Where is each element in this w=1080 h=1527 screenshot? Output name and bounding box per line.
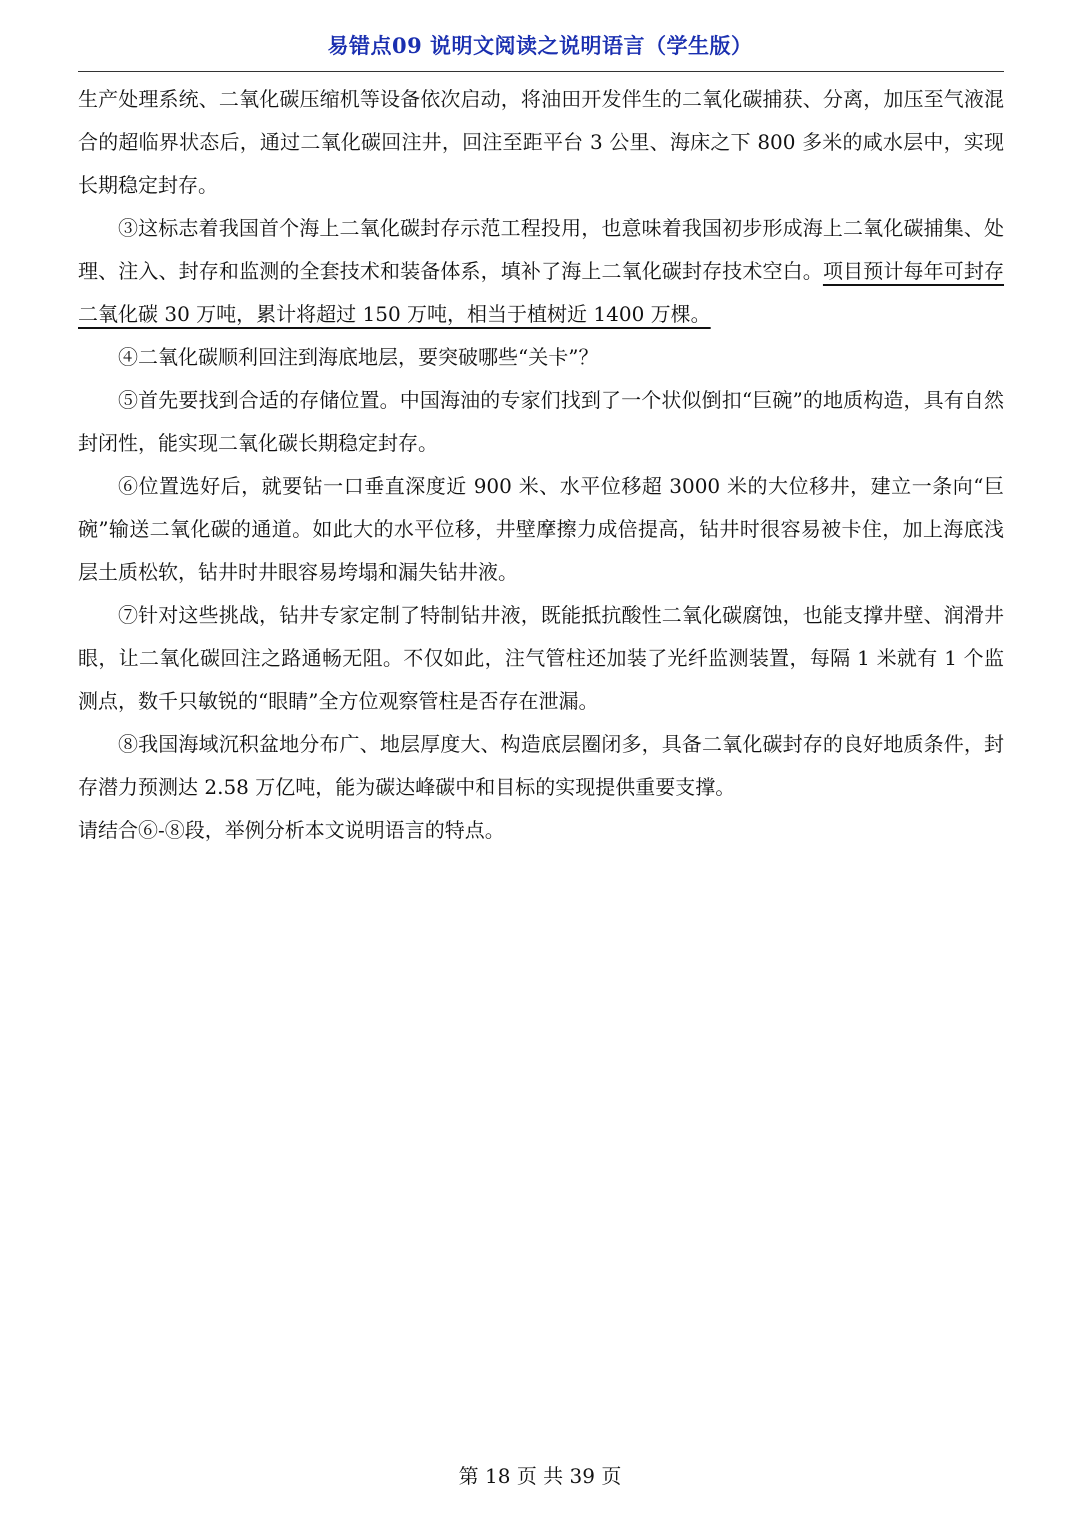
page-number-footer: 第 18 页 共 39 页 [458,1464,622,1488]
paragraph-5: ⑤首先要找到合适的存储位置。中国海油的专家们找到了一个状似倒扣“巨碗”的地质构造，具有自然封闭性，能实现二氧化碳长期稳定封存。 [78,388,1004,455]
paragraph-3-text: ③这标志着我国首个海上二氧化碳封存示范工程投用，也意味着我国初步形成海上二氧化碳捕集、处理、注入、封存和监测的全套技术和装备体系，填补了海上二氧化碳封存技术空白。 [78,216,1004,283]
paragraph-6: ⑥位置选好后，就要钻一口垂直深度近 900 米、水平位移超 3000 米的大位移井，建立一条向“巨碗”输送二氧化碳的通道。如此大的水平位移，井壁摩擦力成倍提高，钻井时很容易被卡住，加上海底浅层土质松软，钻井时井眼容易垮塌和漏失钻井液。 [78,474,1004,584]
header-divider [78,71,1004,72]
page-header-title: 易错点09 说明文阅读之说明语言（学生版） [327,33,753,58]
paragraph-7: ⑦针对这些挑战，钻井专家定制了特制钻井液，既能抵抗酸性二氧化碳腐蚀，也能支撑井壁、润滑井眼，让二氧化碳回注之路通畅无阻。不仅如此，注气管柱还加装了光纤监测装置，每隔 1 米就有 1 个监测点，数千只敏锐的“眼睛”全方位观察管柱是否存在泄漏。 [78,603,1004,713]
paragraph-3 [78,207,1004,336]
question-prompt: 请结合⑥-⑧段，举例分析本文说明语言的特点。 [78,818,505,842]
paragraph-8: ⑧我国海域沉积盆地分布广、地层厚度大、构造底层圈闭多，具备二氧化碳封存的良好地质条件，封存潜力预测达 2.58 万亿吨，能为碳达峰碳中和目标的实现提供重要支撑。 [78,732,1004,799]
article-body [78,78,1004,852]
underlined-sentence: 项目预计每年可封存二氧化碳 30 万吨，累计将超过 150 万吨，相当于植树近 1400 万棵。 [78,259,1005,326]
paragraph-continuation: 生产处理系统、二氧化碳压缩机等设备依次启动，将油田开发伴生的二氧化碳捕获、分离，加压至气液混合的超临界状态后，通过二氧化碳回注井，回注至距平台 3 公里、海床之下 800 多米的咸水层中，实现长期稳定封存。 [78,87,1004,197]
paragraph-4: ④二氧化碳顺利回注到海底地层，要突破哪些“关卡”？ [118,345,599,369]
